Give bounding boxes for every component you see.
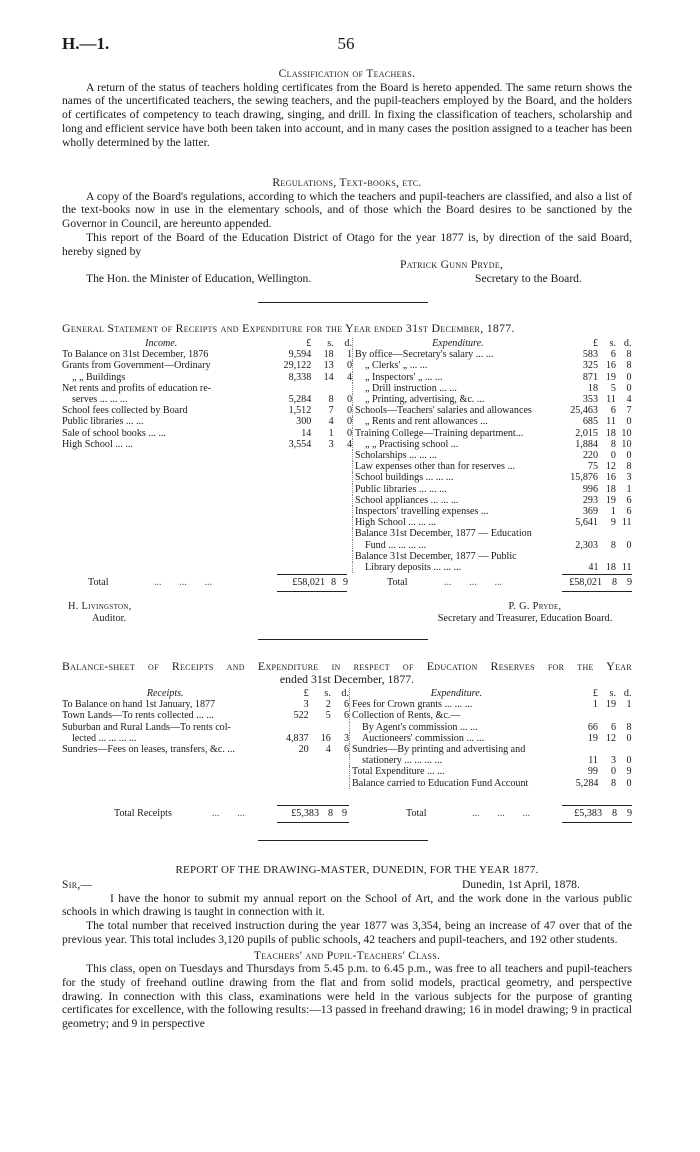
leader-dots: ... ... ... [472,808,531,819]
receipt-row [62,699,349,710]
income-pounds: 29,122 [283,360,312,372]
receipts-total-rule [277,805,349,806]
reserve-expenditure-shillings: 6 [610,721,616,733]
regulations-paragraph-1: A copy of the Board's regulations, according to which the teachers and pupil-teachers are classified, and also a list of the text-books now in use in the elementary schools, and of those which the Board desires to be sanctioned by the Governor in Council, are hereunto appended. [62,189,632,231]
expenditure-pounds: 41 [588,562,599,574]
expenditure-label: School buildings ... ... ... [355,472,454,484]
expenditure-pounds: 5,641 [575,517,598,529]
income-total-rule [277,574,347,575]
reserve-expenditure-label: Collection of Rents, &c.— [352,710,461,722]
reserve-expenditure-label: By Agent's commission ... ... [362,721,478,733]
income-shillings: 3 [328,438,334,450]
expenditure-label: School appliances ... ... ... [355,494,459,506]
receipt-pence: 6 [343,699,349,711]
expenditure-row [353,450,632,461]
page-number: 56 [337,34,355,53]
income-shillings [311,383,333,394]
receipt-shillings: 2 [325,699,331,711]
expenditure-pence: 0 [626,382,632,394]
reserve-expenditure-shillings: 3 [610,755,616,767]
reserve-expenditure-label: Auctioneers' commission ... ... [362,732,485,744]
receipt-label: Town Lands—To rents collected ... ... [62,710,214,722]
expenditure-pounds: 369 [582,506,598,518]
expenditure-shillings [598,551,615,562]
reserve-expenditure-pence [616,744,632,755]
expenditure-shillings: 8 [610,438,616,450]
income-total-pence: 9 [342,577,348,588]
receipt-pounds: 3 [303,699,309,711]
signer-name: Patrick Gunn Pryde, [400,258,504,272]
page-header [62,34,630,56]
expenditure-pounds: 871 [582,371,598,383]
reserve-expenditure-label: Total Expenditure ... ... [352,766,445,778]
income-pence [334,383,352,394]
expenditure-total-underline [562,591,632,592]
expenditure-shillings: 18 [605,562,616,574]
auditor-signature [68,601,132,625]
receipt-shillings [309,722,331,733]
reserve-expenditure-header: Expenditure. [430,688,483,699]
reserve-expenditure-pounds: 5,284 [575,777,599,789]
income-total-pounds: £58,021 [292,577,325,588]
bs-expenditure-total-pounds: £5,383 [574,808,602,819]
expenditure-pounds: 293 [582,494,598,506]
reserve-expenditure-pounds: 1 [592,699,598,711]
shilling-col-header: s. [327,338,334,349]
expenditure-row [353,394,632,405]
expenditure-shillings: 19 [605,371,616,383]
expenditure-shillings: 0 [610,450,616,462]
bs-expenditure-total-rule [562,805,632,806]
income-pounds: 14 [301,427,312,439]
reserve-expenditure-pence: 0 [626,777,632,789]
income-pence: 1 [346,349,352,361]
expenditure-shillings [598,528,615,539]
shilling-col-header: s. [324,688,331,699]
receipt-shillings: 16 [320,732,331,744]
income-row [62,349,352,360]
income-shillings: 8 [328,394,334,406]
reserve-expenditure-label: Fees for Crown grants ... ... ... [352,699,473,711]
expenditure-row [353,349,632,360]
income-pence: 0 [346,360,352,372]
expenditure-pounds: 583 [582,349,598,361]
report-salutation-line [62,878,632,892]
expenditure-shillings: 16 [605,472,616,484]
expenditure-label: Scholarships ... ... ... [355,450,437,462]
receipts-table [62,688,349,755]
expenditure-row [353,439,632,450]
signer-title: Secretary to the Board. [475,272,582,286]
expenditure-label: Balance 31st December, 1877 — Public [355,550,517,562]
receipt-pence: 6 [343,710,349,722]
income-pounds: 5,284 [288,394,312,406]
reserve-expenditure-shillings: 19 [605,699,616,711]
receipt-row [62,733,349,744]
expenditure-row [353,360,632,371]
expenditure-pence: 8 [626,360,632,372]
income-pounds: 300 [296,416,312,428]
expenditure-label: Library deposits ... ... ... [365,562,462,574]
expenditure-shillings: 12 [605,461,616,473]
expenditure-pounds: 2,303 [575,539,598,551]
receipt-pounds [268,722,308,733]
receipt-label: To Balance on hand 1st January, 1877 [62,699,216,711]
expenditure-label: „ „ Practising school ... [365,438,459,450]
income-pence: 4 [346,371,352,383]
reserve-expenditure-pounds: 66 [587,721,598,733]
expenditure-pence: 11 [621,517,632,529]
balance-sheet-heading-line1: Balance-sheet of Receipts and Expenditure in respect of Education Reserves for the Year [62,659,632,673]
classification-heading: Classification of Teachers. [278,67,416,80]
income-pounds: 1,512 [288,405,312,417]
expenditure-pounds: 18 [587,382,598,394]
income-pence: 0 [346,405,352,417]
income-total-shillings: 8 [330,577,336,588]
receipts-total-label: Total Receipts [114,808,172,819]
expenditure-label: „ Drill instruction ... ... [365,382,457,394]
expenditure-row [353,506,632,517]
income-shillings: 1 [328,427,334,439]
expenditure-label: Inspectors' travelling expenses ... [355,506,489,518]
income-label: High School ... ... [62,438,133,450]
income-pounds: 3,554 [288,438,312,450]
reserve-expenditure-row [350,722,632,733]
expenditure-row [353,372,632,383]
expenditure-pounds: 15,876 [570,472,598,484]
reserve-expenditure-label: Balance carried to Education Fund Account [352,777,529,789]
expenditure-pence: 4 [626,394,632,406]
reserve-expenditure-row [350,710,632,721]
expenditure-table [352,338,632,573]
expenditure-shillings: 11 [606,416,616,428]
income-row [62,360,352,371]
auditor-title: Auditor. [92,613,127,624]
expenditure-pounds: 353 [582,394,598,406]
pence-col-header: d. [341,688,349,699]
expenditure-pence: 8 [626,461,632,473]
section-divider [258,302,428,303]
expenditure-row [353,551,632,562]
income-pence: 0 [346,427,352,439]
expenditure-pence: 0 [626,371,632,383]
expenditure-row [353,383,632,394]
expenditure-shillings: 8 [610,539,616,551]
reserve-expenditure-shillings [598,744,616,755]
reserve-expenditure-pence: 0 [626,732,632,744]
document-code: H.—1. [62,34,110,53]
reserve-expenditure-row [350,755,632,766]
income-row [62,405,352,416]
pound-col-header: £ [592,338,598,349]
expenditure-pounds: 25,463 [570,405,598,417]
receipts-total-shillings: 8 [327,808,333,819]
leader-dots: ... ... ... [444,577,503,588]
expenditure-pounds: 685 [582,416,598,428]
expenditure-pence: 7 [626,405,632,417]
secretary-signature [410,601,640,625]
expenditure-shillings: 18 [605,483,616,495]
report-paragraph-3: This class, open on Tuesdays and Thursdays from 5.45 p.m. to 6.45 p.m., was free to all teachers and pupil-teachers for the study of freehand outline drawing from the flat and from solid models, practical geometry, and perspective drawing. In connection with this class, examinations were held in the various subjects for the purpose of granting certificates for excellence, with the following results:—13 passed in freehand drawing; 16 in model drawing; 9 in practical geometry; and 9 in perspective [62,962,632,1031]
income-label: Public libraries ... ... [62,416,144,428]
expenditure-total-pence: 9 [626,577,632,588]
reserve-expenditure-pence: 9 [626,766,632,778]
receipt-row [62,710,349,721]
expenditure-pence: 11 [621,562,632,574]
bs-expenditure-total-label: Total [406,808,427,819]
income-shillings: 13 [323,360,334,372]
report-paragraph-1: I have the honor to submit my annual report on the School of Art, and the work done in the various public schools in which drawing is taught in connection with it. [62,891,632,919]
income-label: Grants from Government—Ordinary [62,360,211,372]
reserve-expenditure-table [349,688,632,789]
drawing-master-report [62,864,632,1031]
regulations-paragraph-2: This report of the Board of the Education District of Otago for the year 1877 is, by direction of the said Board, hereby signed by [62,230,632,258]
expenditure-label: Public libraries ... ... ... [355,483,447,495]
expenditure-pence [616,551,632,562]
classification-paragraph: A return of the status of teachers holding certificates from the Board is hereto appended. The same return shows the names of the uncertificated teachers, the sewing teachers, and the pupil-teachers employed by the Board, and the holders of certificates of competency to teach drawing, singing, and drill. In fixing the classification of teachers, scholarship and long and efficient service have both been taken into account, and in many cases the position assigned to a teacher has been wholly determined by the latter. [62,80,632,149]
reserve-expenditure-row [350,744,632,755]
auditor-name: H. Livingston, [68,601,132,612]
expenditure-row [353,461,632,472]
receipt-row [62,744,349,755]
shilling-col-header: s. [609,688,616,699]
income-label: To Balance on 31st December, 1876 [62,349,209,361]
expenditure-pence: 10 [621,427,632,439]
receipt-label: Sundries—Fees on leases, transfers, &c. ... [62,744,235,756]
expenditure-pounds: 1,884 [575,438,598,450]
section-divider [258,639,428,640]
reserve-expenditure-shillings: 0 [610,766,616,778]
class-heading: Teachers' and Pupil-Teachers' Class. [253,948,441,962]
income-row [62,428,352,439]
reserve-expenditure-pounds [561,710,599,721]
income-shillings: 4 [328,416,334,428]
receipt-pence: 3 [343,732,349,744]
pound-col-header: £ [303,688,309,699]
addressee: The Hon. the Minister of Education, Wellington. [86,272,312,286]
bs-expenditure-total-shillings: 8 [611,808,617,819]
income-label: School fees collected by Board [62,405,188,417]
expenditure-pence: 10 [621,438,632,450]
pound-col-header: £ [592,688,598,699]
income-row [62,372,352,383]
income-pence: 4 [346,438,352,450]
expenditure-row [353,562,632,573]
expenditure-label: By office—Secretary's salary ... ... [355,349,494,361]
reserve-expenditure-pence: 1 [626,699,632,711]
expenditure-row [353,540,632,551]
regulations-section [62,176,632,286]
bs-expenditure-total-pence: 9 [626,808,632,819]
reserve-expenditure-row [350,733,632,744]
reserve-expenditure-shillings: 8 [610,777,616,789]
income-row [62,439,352,450]
expenditure-label: „ Printing, advertising, &c. ... [365,394,485,406]
receipt-shillings: 4 [325,744,331,756]
regulations-heading: Regulations, Text-books, etc. [272,176,422,189]
expenditure-shillings: 9 [610,517,616,529]
section-divider [258,840,428,841]
secretary-name: P. G. Pryde, [508,601,562,612]
expenditure-total-label: Total [387,577,408,588]
reserve-expenditure-pounds: 99 [587,766,598,778]
report-title: REPORT OF THE DRAWING-MASTER, DUNEDIN, FOR THE YEAR 1877. [175,864,539,876]
income-label: Sale of school books ... ... [62,427,167,439]
expenditure-pence: 6 [626,506,632,518]
expenditure-pounds [561,528,599,539]
expenditure-row [353,484,632,495]
receipt-row [62,722,349,733]
receipt-pounds: 20 [298,744,309,756]
income-total-label: Total [88,577,109,588]
reserve-expenditure-pounds: 11 [588,755,598,767]
expenditure-shillings: 11 [606,394,616,406]
income-label: „ „ Buildings [72,371,126,383]
leader-dots: ... ... ... [154,577,213,588]
report-dateline: Dunedin, 1st April, 1878. [462,877,580,891]
expenditure-row [353,405,632,416]
reserve-expenditure-pence [616,710,632,721]
expenditure-total-pounds: £58,021 [569,577,602,588]
expenditure-total-rule [562,574,632,575]
general-statement-title [62,322,632,336]
report-salutation: Sir,— [62,877,93,891]
expenditure-row [353,428,632,439]
receipt-label: lected ... ... ... ... [72,732,137,744]
expenditure-pounds: 220 [582,450,598,462]
expenditure-label: Schools—Teachers' salaries and allowances [355,405,532,417]
expenditure-shillings: 6 [610,405,616,417]
income-pence: 0 [346,394,352,406]
reserve-expenditure-pence: 8 [626,721,632,733]
report-paragraph-2: The total number that received instruction during the year 1877 was 3,354, being an increase of 47 over that of the previous year. This total includes 3,120 pupils of public schools, 42 teachers and pupil-teachers, and 192 other students. [62,919,632,946]
shilling-col-header: s. [609,338,616,349]
expenditure-label: Training College—Training department... [355,427,524,439]
expenditure-shillings: 16 [605,360,616,372]
expenditure-row [353,517,632,528]
expenditure-label: Fund ... ... ... ... [365,539,427,551]
expenditure-pounds: 325 [582,360,598,372]
reserve-expenditure-pounds [561,744,599,755]
bs-expenditure-total-underline [562,822,632,823]
expenditure-label: High School ... ... ... [355,517,437,529]
expenditure-row [353,528,632,539]
expenditure-pence: 8 [626,349,632,361]
balance-sheet-title [62,660,632,686]
expenditure-label: Balance 31st December, 1877 — Education [355,528,532,540]
general-statement-heading: General Statement of Receipts and Expenditure for the Year ended 31st December, 1877. [62,321,515,335]
reserve-expenditure-pounds: 19 [587,732,598,744]
income-pounds: 8,338 [288,371,312,383]
expenditure-label: „ Inspectors' „ ... ... [365,371,443,383]
receipts-total-pounds: £5,383 [291,808,319,819]
expenditure-label: „ Rents and rent allowances ... [365,416,488,428]
expenditure-row [353,495,632,506]
classification-section [62,67,632,149]
expenditure-shillings: 19 [605,494,616,506]
reserve-expenditure-shillings [598,710,616,721]
expenditure-pence [616,528,632,539]
receipt-shillings: 5 [325,710,331,722]
expenditure-header: Expenditure. [432,338,484,349]
expenditure-pence: 0 [626,539,632,551]
reserve-expenditure-row [350,778,632,789]
receipt-pounds: 522 [293,710,309,722]
receipt-pence [331,722,349,733]
income-label: serves ... ... ... [72,394,128,406]
expenditure-row [353,472,632,483]
expenditure-pounds: 75 [587,461,598,473]
expenditure-shillings: 18 [605,427,616,439]
expenditure-pence: 3 [626,472,632,484]
income-label: Net rents and profits of education re- [62,382,212,394]
income-pounds [260,383,311,394]
income-row [62,383,352,394]
pence-col-header: d. [344,338,352,349]
expenditure-pence: 0 [626,416,632,428]
receipts-header: Receipts. [146,688,184,699]
pound-col-header: £ [306,338,312,349]
expenditure-total-shillings: 8 [611,577,617,588]
expenditure-pounds: 2,015 [575,427,598,439]
income-pounds: 9,594 [288,349,312,361]
receipt-pence: 6 [343,744,349,756]
pence-col-header: d. [623,338,632,349]
receipts-total-underline [277,822,349,823]
signature-area [62,258,632,286]
expenditure-pence: 0 [626,450,632,462]
expenditure-shillings: 1 [610,506,616,518]
expenditure-row [353,416,632,427]
expenditure-pence: 1 [626,483,632,495]
reserve-expenditure-row [350,766,632,777]
pence-col-header: d. [623,688,632,699]
expenditure-label: „ Clerks' „ ... ... [365,360,428,372]
leader-dots: ... ... [212,808,245,819]
expenditure-shillings: 5 [610,382,616,394]
receipt-label: Suburban and Rural Lands—To rents col- [62,721,231,733]
income-header: Income. [145,338,178,349]
balance-sheet-heading-line2: ended 31st December, 1877. [279,671,415,686]
income-row [62,394,352,405]
income-table [62,338,352,450]
expenditure-label: Law expenses other than for reserves ... [355,461,516,473]
expenditure-shillings: 6 [610,349,616,361]
receipts-total-pence: 9 [341,808,347,819]
income-shillings: 14 [323,371,334,383]
receipt-pounds: 4,837 [285,732,309,744]
expenditure-pounds: 996 [582,483,598,495]
reserve-expenditure-label: stationery ... ... ... ... [362,755,443,767]
reserve-expenditure-pence: 0 [626,755,632,767]
reserve-expenditure-row [350,699,632,710]
reserve-expenditure-label: Sundries—By printing and advertising and [352,744,526,756]
expenditure-pence: 6 [626,494,632,506]
income-shillings: 18 [323,349,334,361]
income-shillings: 7 [328,405,334,417]
income-row [62,416,352,427]
income-total-underline [277,591,347,592]
income-pence: 0 [346,416,352,428]
secretary-title: Secretary and Treasurer, Education Board. [437,613,613,624]
expenditure-pounds [561,551,599,562]
reserve-expenditure-shillings: 12 [605,732,616,744]
